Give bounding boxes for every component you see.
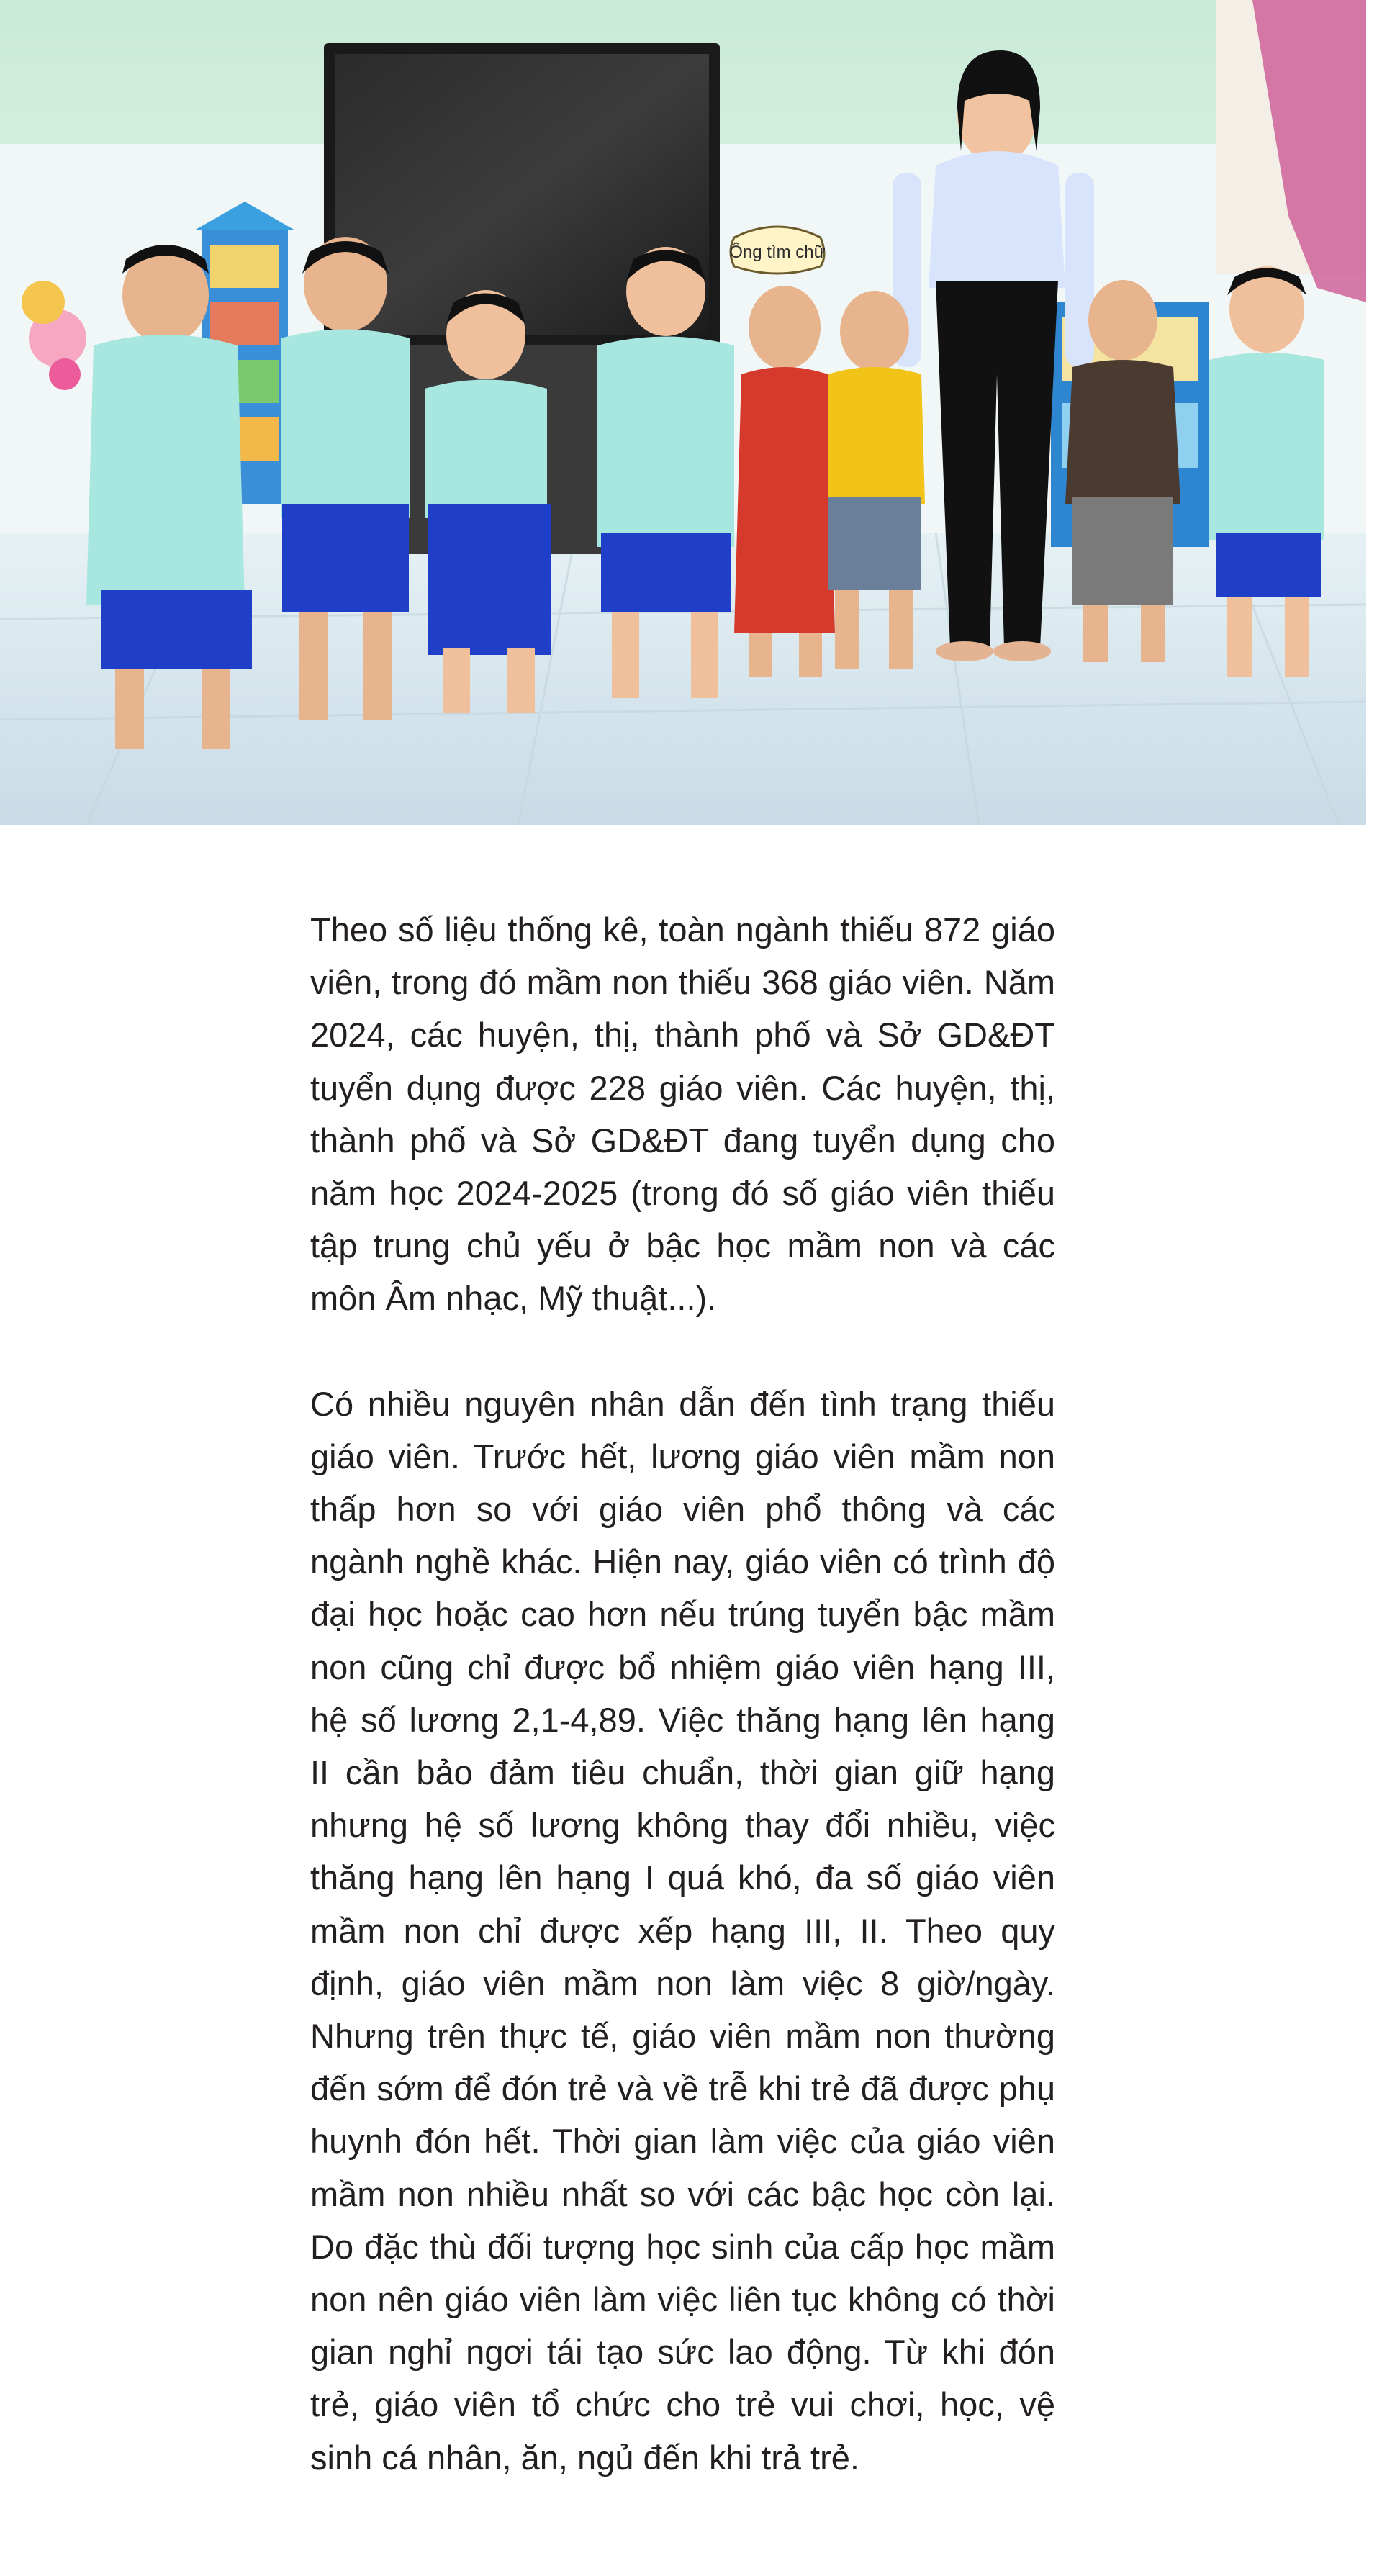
paragraph-shortage-causes: Có nhiều nguyên nhân dẫn đến tình trạng thiếu giáo viên. Trước hết, lương giáo viên mầm non thấp hơn so với giáo viên phổ thông và các ngành nghề khác. Hiện nay, giáo viên có trình độ đại học hoặc cao hơn nếu trúng tuyển bậc mầm non cũng chỉ được bổ nhiệm giáo viên hạng III, hệ số lương 2,1-4,89. Việc thăng hạng lên hạng II cần bảo đảm tiêu chuẩn, thời gian giữ hạng nhưng hệ số lương không thay đổi nhiều, việc thăng hạng lên hạng I quá khó, đa số giáo viên mầm non chỉ được xếp hạng III, II. Theo quy định, giáo viên mầm non làm việc 8 giờ/ngày. Nhưng trên thực tế, giáo viên mầm non thường đến sớm để đón trẻ và về trễ khi trẻ đã được phụ huynh đón hết. Thời gian làm việc của giáo viên mầm non nhiều nhất so với các bậc học còn lại. Do đặc thù đối tượng học sinh của cấp học mầm non nên giáo viên làm việc liên tục không có thời gian nghỉ ngơi tái tạo sức lao động. Từ khi đón trẻ, giáo viên tổ chức cho trẻ vui chơi, học, vệ sinh cá nhân, ăn, ngủ đến khi trả trẻ.	[310, 1384, 1055, 2477]
paragraph-teacher-shortage-statistics: Theo số liệu thống kê, toàn ngành thiếu 872 giáo viên, trong đó mầm non thiếu 368 giáo viên. Năm 2024, các huyện, thị, thành phố và Sở GD&ĐT tuyển dụng được 228 giáo viên. Các huyện, thị, thành phố và Sở GD&ĐT đang tuyển dụng cho năm học 2024-2025 (trong đó số giáo viên thiếu tập trung chủ yếu ở bậc học mầm non và các môn Âm nhạc, Mỹ thuật...).	[310, 910, 1055, 1318]
article-body	[310, 903, 1055, 2484]
ong-tim-chu-sign	[729, 227, 825, 274]
hero-photo	[0, 0, 1366, 825]
classroom-photo	[0, 0, 1366, 825]
sign-text: Ông tìm chữ	[729, 243, 826, 262]
